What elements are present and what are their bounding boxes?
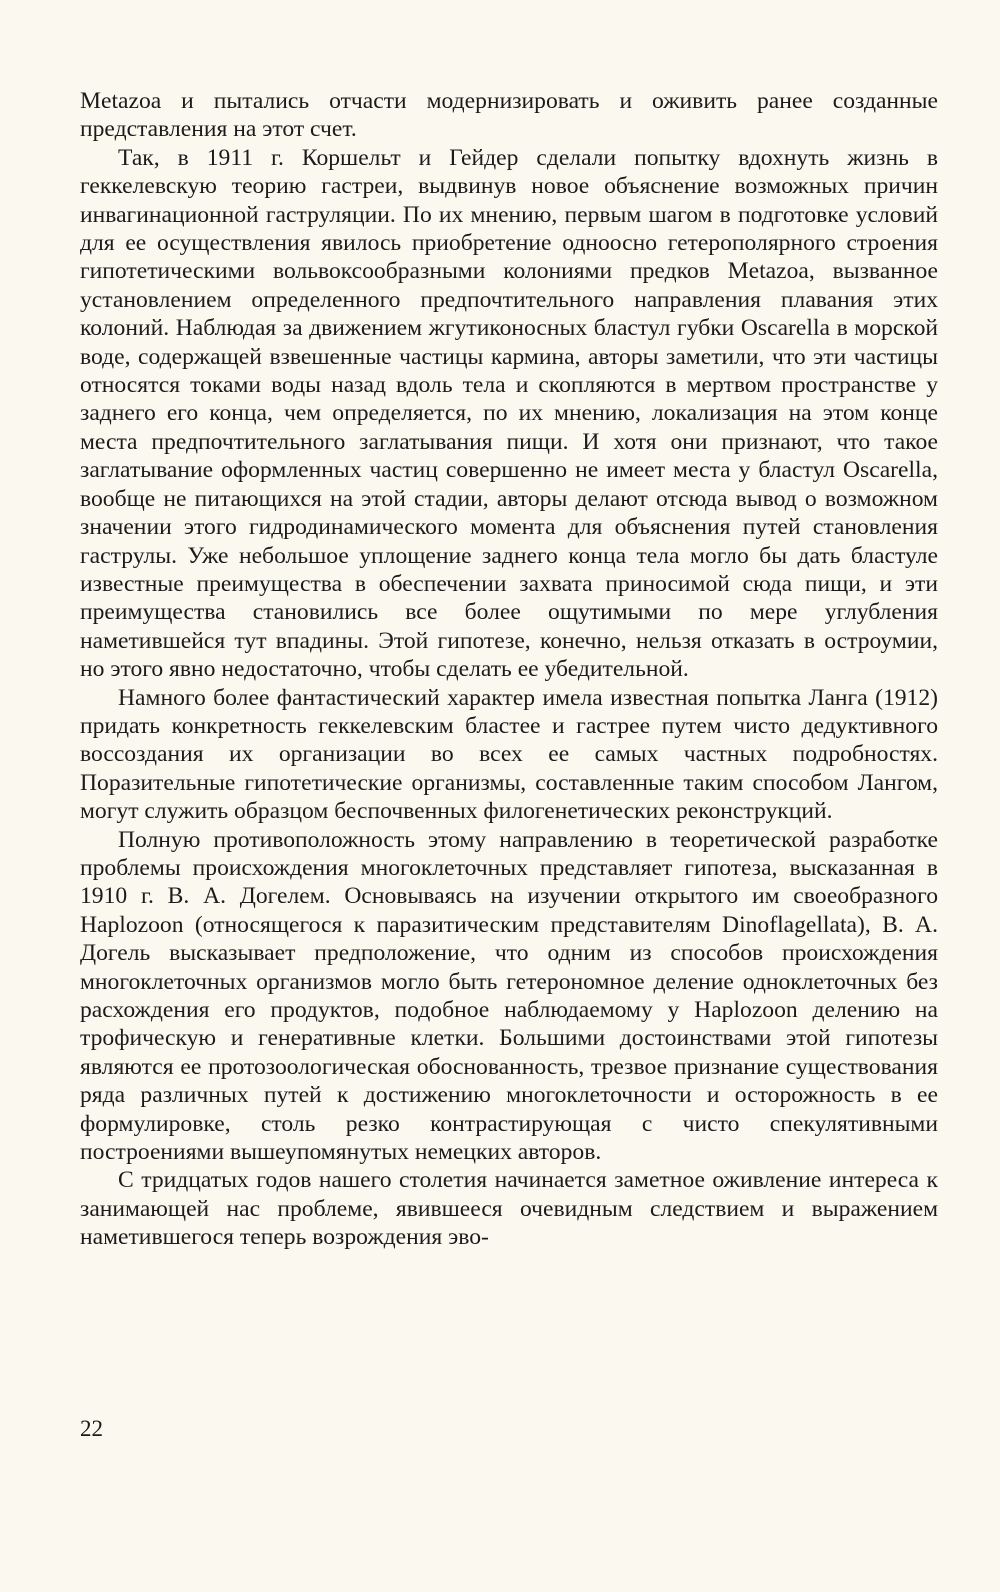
paragraph-4: Полную противоположность этому направлению в теоретической разработке проблемы происхождения многоклеточных представляет гипотеза, высказанная в 1910 г. В. А. Догелем. Основываясь на изучении открытого им своеобразного Haplozoon (относящегося к паразитическим представителям Dinoflagellata), В. А. Догель высказывает предположение, что одним из способов происхождения многоклеточных организмов могло быть гетерономное деление одноклеточных без расхождения его продуктов, подобное наблюдаемому у Haplozoon делению на трофическую и генеративные клетки. Большими достоинствами этой гипотезы являются ее протозоологическая обоснованность, трезвое признание существования ряда различных путей к достижению многоклеточности и осторожность в ее формулировке, столь резко контрастирующая с чисто спекулятивными построениями вышеупомянутых немецких авторов.	[80, 826, 938, 1166]
paragraph-1: Metazoa и пытались отчасти модернизировать и оживить ранее созданные представления на этот счет.	[80, 88, 938, 143]
paragraph-5: С тридцатых годов нашего столетия начинается заметное оживление интереса к занимающей нас проблеме, явившееся очевидным следствием и выражением наметившегося теперь возрождения эво-	[80, 1167, 938, 1251]
page-number: 22	[80, 1416, 103, 1441]
paragraph-2: Так, в 1911 г. Коршельт и Гейдер сделали попытку вдохнуть жизнь в геккелевскую теорию гастреи, выдвинув новое объяснение возможных причин инвагинационной гаструляции. По их мнению, первым шагом в подготовке условий для ее осуществления явилось приобретение одноосно гетерополярного строения гипотетическими вольвоксообразными колониями предков Metazoa, вызванное установлением определенного предпочтительного направления плавания этих колоний. Наблюдая за движением жгутиконосных бластул губки Oscarella в морской воде, содержащей взвешенные частицы кармина, авторы заметили, что эти частицы относятся токами воды назад вдоль тела и скопляются в мертвом пространстве у заднего его конца, чем определяется, по их мнению, локализация на этом конце места предпочтительного заглатывания пищи. И хотя они признают, что такое заглатывание оформленных частиц совершенно не имеет места у бластул Oscarella, вообще не питающихся на этой стадии, авторы делают отсюда вывод о возможном значении этого гидродинамического момента для объяснения путей становления гаструлы. Уже небольшое уплощение заднего конца тела могло бы дать бластуле известные преимущества в обеспечении захвата приносимой сюда пищи, и эти преимущества становились все более ощутимыми по мере углубления наметившейся тут впадины. Этой гипотезе, конечно, нельзя отказать в остроумии, но этого явно недостаточно, чтобы сделать ее убедительной.	[80, 144, 938, 683]
body-text	[80, 87, 938, 1252]
paragraph-3: Намного более фантастический характер имела известная попытка Ланга (1912) придать конкретность геккелевским бластее и гастрее путем чисто дедуктивного воссоздания их организации во всех ее самых частных подробностях. Поразительные гипотетические организмы, составленные таким способом Лангом, могут служить образцом беспочвенных филогенетических реконструкций.	[80, 684, 938, 825]
